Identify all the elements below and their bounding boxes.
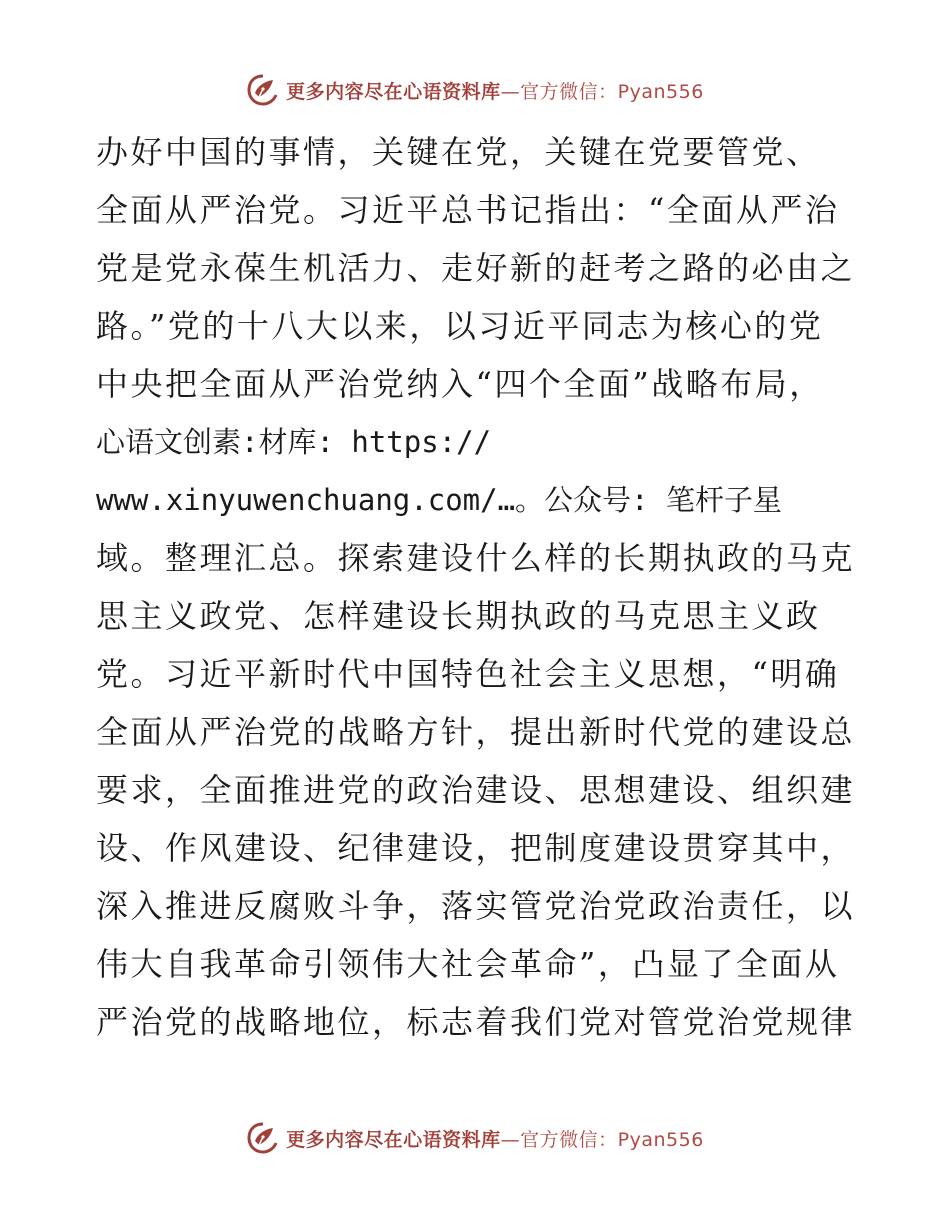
body-line: 办好中国的事情，关键在党，关键在党要管党、 (96, 133, 821, 171)
body-line: 域。整理汇总。探索建设什么样的长期执政的马克 (96, 539, 856, 577)
body-line: 全面从严治党。习近平总书记指出：“全面从严治 (96, 191, 840, 229)
body-line: 思主义政党、怎样建设长期执政的马克思主义政 (96, 597, 821, 635)
body-line: 要求，全面推进党的政治建设、思想建设、组织建 (96, 771, 856, 809)
body-line: 设、作风建设、纪律建设，把制度建设贯穿其中， (96, 829, 856, 867)
body-line-url-prefix: 心语文创素:材库: https:// (96, 425, 492, 459)
body-line: 党。习近平新时代中国特色社会主义思想，“明确 (96, 655, 840, 693)
body-line: 严治党的战略地位，标志着我们党对管党治党规律 (96, 1003, 856, 1041)
header-banner (0, 68, 950, 112)
body-line: 中央把全面从严治党纳入“四个全面”战略布局， (96, 365, 824, 403)
footer-banner (0, 1116, 950, 1160)
body-line: 党是党永葆生机活力、走好新的赶考之路的必由之 (96, 249, 856, 287)
footer-banner-text (286, 1125, 704, 1152)
body-line: 深入推进反腐败斗争，落实管党治党政治责任，以 (96, 887, 856, 925)
footer-banner-rest: —官方微信：Pyan556 (500, 1128, 704, 1151)
pen-nib-swirl-icon (246, 1121, 280, 1155)
document-body (96, 123, 856, 1051)
pen-nib-swirl-icon (246, 73, 280, 107)
body-line: 路。”党的十八大以来，以习近平同志为核心的党 (96, 307, 824, 345)
body-line: 全面从严治党的战略方针，提出新时代党的建设总 (96, 713, 856, 751)
header-banner-rest: —官方微信：Pyan556 (500, 80, 704, 103)
footer-banner-bold: 更多内容尽在心语资料库 (286, 1128, 501, 1151)
body-line: 伟大自我革命引领伟大社会革命”，凸显了全面从 (96, 945, 840, 983)
header-banner-bold: 更多内容尽在心语资料库 (286, 80, 501, 103)
body-line-url: www.xinyuwenchuang.com/…。公众号: 笔杆子星 (96, 483, 782, 517)
header-banner-text (286, 77, 704, 104)
